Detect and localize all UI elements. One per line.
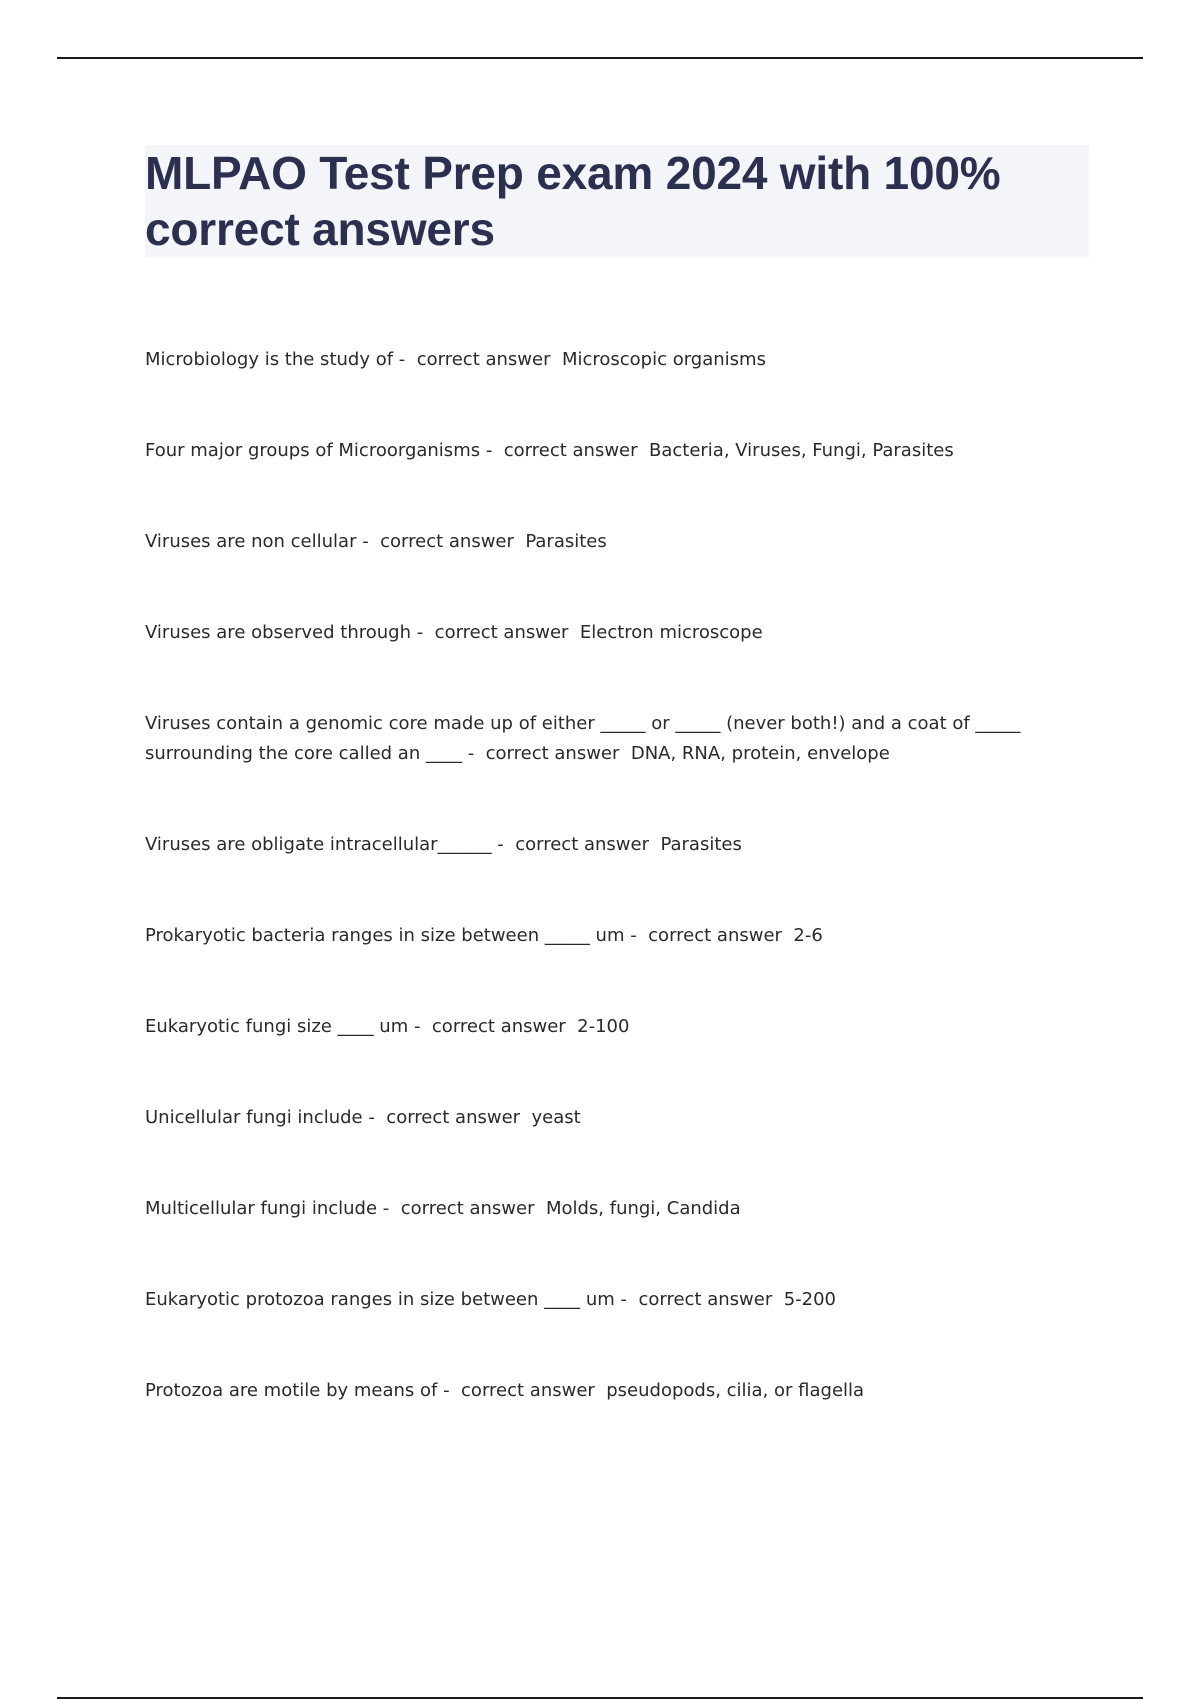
qa-item	[145, 830, 1045, 860]
answer-text: pseudopods, cilia, or flagella	[606, 1380, 865, 1401]
qa-item	[145, 527, 1045, 557]
answer-separator: - correct answer	[491, 834, 661, 855]
qa-item	[145, 1285, 1045, 1315]
qa-item	[145, 709, 1045, 769]
title-banner	[145, 145, 1089, 257]
answer-text: Molds, fungi, Candida	[545, 1198, 741, 1219]
answer-separator: - correct answer	[362, 1107, 532, 1128]
qa-item	[145, 1103, 1045, 1133]
answer-separator: - correct answer	[408, 1016, 578, 1037]
question-text: Microbiology is the study of	[145, 349, 394, 370]
question-text: Eukaryotic fungi size ____ um	[145, 1016, 409, 1037]
answer-text: Parasites	[525, 531, 607, 552]
answer-separator: - correct answer	[624, 925, 794, 946]
answer-text: Bacteria, Viruses, Fungi, Parasites	[648, 440, 954, 461]
qa-item	[145, 618, 1045, 648]
qa-item	[145, 921, 1045, 951]
question-text: Viruses are non cellular	[145, 531, 357, 552]
answer-separator: - correct answer	[461, 743, 631, 764]
answer-separator: - correct answer	[480, 440, 649, 461]
question-text: Eukaryotic protozoa ranges in size between ____ um	[145, 1289, 615, 1310]
question-text: Multicellular fungi include	[145, 1198, 378, 1219]
answer-text: 2-6	[793, 925, 823, 946]
question-text: Prokaryotic bacteria ranges in size between _____ um	[145, 925, 625, 946]
question-text: Viruses contain a genomic core made up of either _____ or _____ (never both!) and a coat of _____ surrounding the core called an ____	[145, 713, 1021, 764]
question-text: Protozoa are motile by means of	[145, 1380, 438, 1401]
qa-item	[145, 436, 1045, 466]
answer-separator: - correct answer	[356, 531, 526, 552]
page-title: MLPAO Test Prep exam 2024 with 100% correct answers	[145, 147, 1001, 255]
answer-separator: - correct answer	[393, 349, 562, 370]
answer-text: DNA, RNA, protein, envelope	[630, 743, 890, 764]
answer-separator: - correct answer	[377, 1198, 546, 1219]
answer-text: 5-200	[783, 1289, 836, 1310]
answer-separator: - correct answer	[411, 622, 580, 643]
answer-separator: - correct answer	[614, 1289, 784, 1310]
question-text: Viruses are obligate intracellular______	[145, 834, 492, 855]
answer-text: Microscopic organisms	[561, 349, 766, 370]
qa-item	[145, 1012, 1045, 1042]
qa-list	[145, 345, 1045, 1467]
bottom-rule	[57, 1697, 1143, 1699]
answer-text: Parasites	[660, 834, 742, 855]
qa-item	[145, 1194, 1045, 1224]
question-text: Unicellular fungi include	[145, 1107, 363, 1128]
qa-item	[145, 345, 1045, 375]
answer-text: yeast	[531, 1107, 581, 1128]
top-rule	[57, 57, 1143, 59]
question-text: Four major groups of Microorganisms	[145, 440, 481, 461]
qa-item	[145, 1376, 1045, 1406]
answer-text: 2-100	[577, 1016, 630, 1037]
answer-separator: - correct answer	[437, 1380, 607, 1401]
question-text: Viruses are observed through	[145, 622, 412, 643]
answer-text: Electron microscope	[579, 622, 763, 643]
